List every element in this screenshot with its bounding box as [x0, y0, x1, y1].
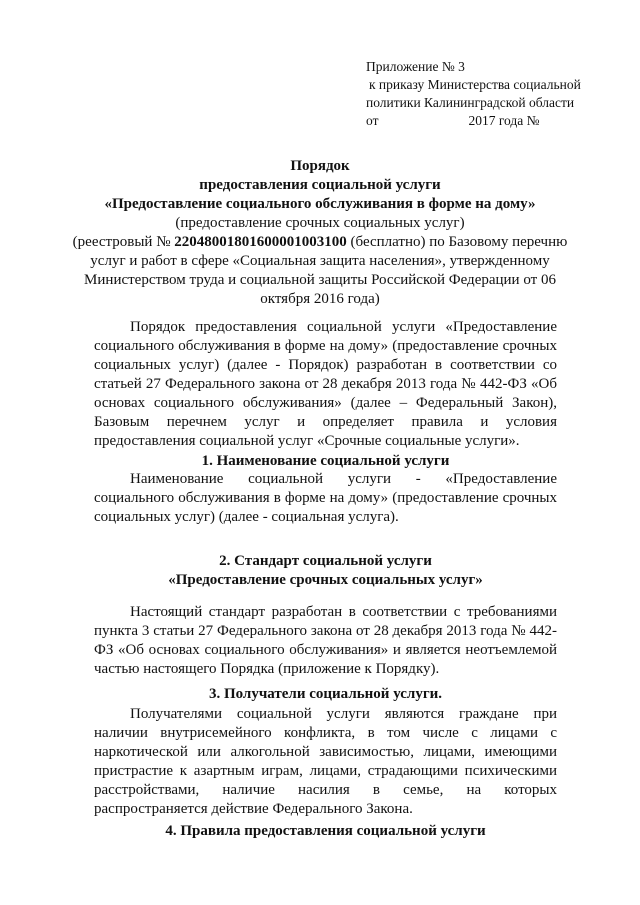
section-3-heading: 3. Получатели социальной услуги.	[208, 686, 443, 702]
section-2-heading	[94, 552, 557, 590]
approval-date-prefix: от	[366, 113, 379, 128]
section-1-heading: 1. Наименование социальной услуги	[201, 453, 450, 469]
title-line-4: (предоставление срочных социальных услуг)	[175, 215, 465, 231]
approval-line-3: политики Калининградской области	[366, 95, 575, 110]
approval-date-suffix: 2017 года №	[468, 113, 540, 128]
approval-line-1: Приложение № 3	[366, 59, 465, 74]
registry-info	[70, 233, 570, 309]
registry-suffix: (бесплатно) по Базовому перечню услуг и работ в сфере «Социальная защита населения», утвержденному Министерством труда и социальной защиты Российской Федерации от 06 октября 2016 года)	[84, 234, 568, 307]
section-4-heading: 4. Правила предоставления социальной услуги	[165, 823, 486, 839]
registry-prefix: (реестровый №	[72, 234, 171, 250]
approval-date-line	[366, 112, 606, 130]
title-line-2: предоставления социальной услуги	[199, 177, 441, 193]
section-2-text: Настоящий стандарт разработан в соответствии с требованиями пункта 3 статьи 27 Федерального закона от 28 декабря 2013 года № 442-ФЗ «Об основах социального обслуживания» и является неотъемлемой частью настоящего Порядка (приложение к Порядку).	[94, 604, 557, 677]
approval-stamp	[366, 58, 606, 130]
section-1-text: Наименование социальной услуги - «Предоставление социального обслуживания в форме на дому» (предоставление срочных социальных услуг) (далее - социальная услуга).	[94, 471, 557, 525]
section-2-heading-line-1: 2. Стандарт социальной услуги	[219, 553, 432, 569]
document-title	[70, 157, 570, 309]
section-2-heading-line-2: «Предоставление срочных социальных услуг»	[168, 572, 483, 588]
title-line-3: «Предоставление социального обслуживания в форме на дому»	[104, 196, 536, 212]
registry-number: 22048001801600001003100	[174, 234, 347, 250]
section-3-text: Получателями социальной услуги являются граждане при наличии внутрисемейного конфликта, в том числе с лицами с наркотической или алкогольной зависимостью, лицами, имеющими пристрастие к азартным играм, лицами, страдающими психическими расстройствами, наличие насилия в семье, на которых распространяется действие Федерального Закона.	[94, 706, 557, 817]
approval-line-2: к приказу Министерства социальной	[369, 77, 581, 92]
intro-paragraph: Порядок предоставления социальной услуги «Предоставление социального обслуживания в форме на дому» (предоставление срочных социальных услуг) (далее - Порядок) разработан в соответствии со статьей 27 Федерального закона от 28 декабря 2013 года № 442-ФЗ «Об основах социального обслуживания» (далее – Федеральный Закон), Базовым перечнем услуг и определяет правила и условия предоставления социальной услуг «Срочные социальные услуги».	[94, 319, 557, 449]
title-line-1: Порядок	[290, 158, 350, 174]
